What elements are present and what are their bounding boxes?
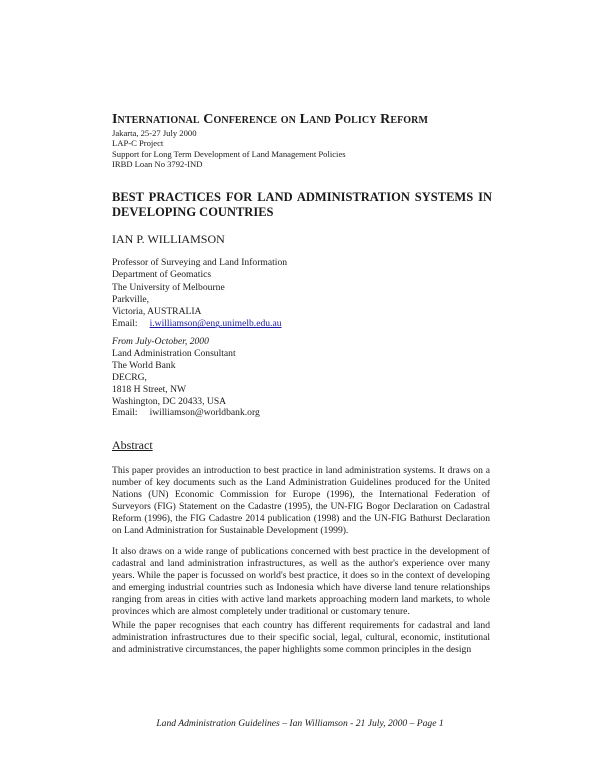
affiliation-line: The University of Melbourne [112, 281, 225, 293]
affiliation-line: Land Administration Consultant [112, 347, 236, 359]
abstract-paragraph: This paper provides an introduction to best practice in land administration systems. It draws on a number of key documents such as the Land Administration Guidelines produced for the United Nations (UN) Economic Commission for Europe (1996), the International Federation of Surveyors (FIG) Statement on the Cadastre (1995), the UN-FIG Bogor Declaration on Cadastral Reform (1996), the FIG Cadastre 2014 publication (1998) and the UN-FIG Bathurst Declaration on Land Administration for Sustainable Development (1999). [112, 465, 490, 536]
affiliation-line: Victoria, AUSTRALIA [112, 306, 202, 318]
affiliation-melbourne [112, 257, 287, 331]
paper-title: BEST PRACTICES FOR LAND ADMINISTRATION SYSTEMS IN DEVELOPING COUNTRIES [112, 190, 492, 219]
abstract-heading: Abstract [112, 438, 153, 452]
affiliation-world-bank [112, 336, 260, 419]
abstract-paragraph: It also draws on a wide range of publications concerned with best practice in the development of cadastral and land administration infrastructures, as well as the author's experience over many years. While the paper is focussed on world's best practice, it does so in the context of developing and emerging industrial countries such as Indonesia which have diverse land tenure relationships ranging from areas in cities with active land markets approaching modern land markets, to whole provinces which are almost completely under traditional or customary tenure. [112, 546, 490, 617]
affiliation-period: From July-October, 2000 [112, 336, 209, 347]
conference-support: Support for Long Term Development of Land Management Policies [112, 148, 346, 159]
affiliation-line: Professor of Surveying and Land Information [112, 257, 288, 268]
affiliation-line: The World Bank [112, 359, 176, 371]
affiliation-line: 1818 H Street, NW [112, 383, 187, 395]
affiliation-line: Parkville, [112, 293, 150, 305]
abstract-paragraph: While the paper recognises that each country has different requirements for cadastral and land administration infrastructures due to their specific social, legal, cultural, economic, institutional and administrative circumstances, the paper highlights some common principles in the design [112, 620, 490, 655]
conference-title: International Conference on Land Policy Reform [112, 112, 429, 127]
author-name: IAN P. WILLIAMSON [112, 232, 225, 246]
email-label: Email: [112, 318, 138, 330]
email-label: Email: [112, 407, 138, 419]
email-text: iwilliamson@worldbank.org [149, 407, 260, 419]
email-row [112, 407, 260, 419]
conference-location-date: Jakarta, 25-27 July 2000 [112, 128, 197, 138]
conference-meta [112, 128, 346, 170]
conference-loan: IRBD Loan No 3792-IND [112, 159, 203, 170]
affiliation-line: Department of Geomatics [112, 269, 212, 281]
conference-project: LAP-C Project [112, 138, 164, 149]
affiliation-line: DECRG, [112, 371, 147, 383]
affiliation-line: Washington, DC 20433, USA [112, 395, 227, 407]
page-footer: Land Administration Guidelines – Ian Williamson - 21 July, 2000 – Page 1 [156, 718, 444, 729]
email-row [112, 318, 287, 330]
email-link[interactable]: i.williamson@eng.unimelb.edu.au [149, 318, 282, 330]
